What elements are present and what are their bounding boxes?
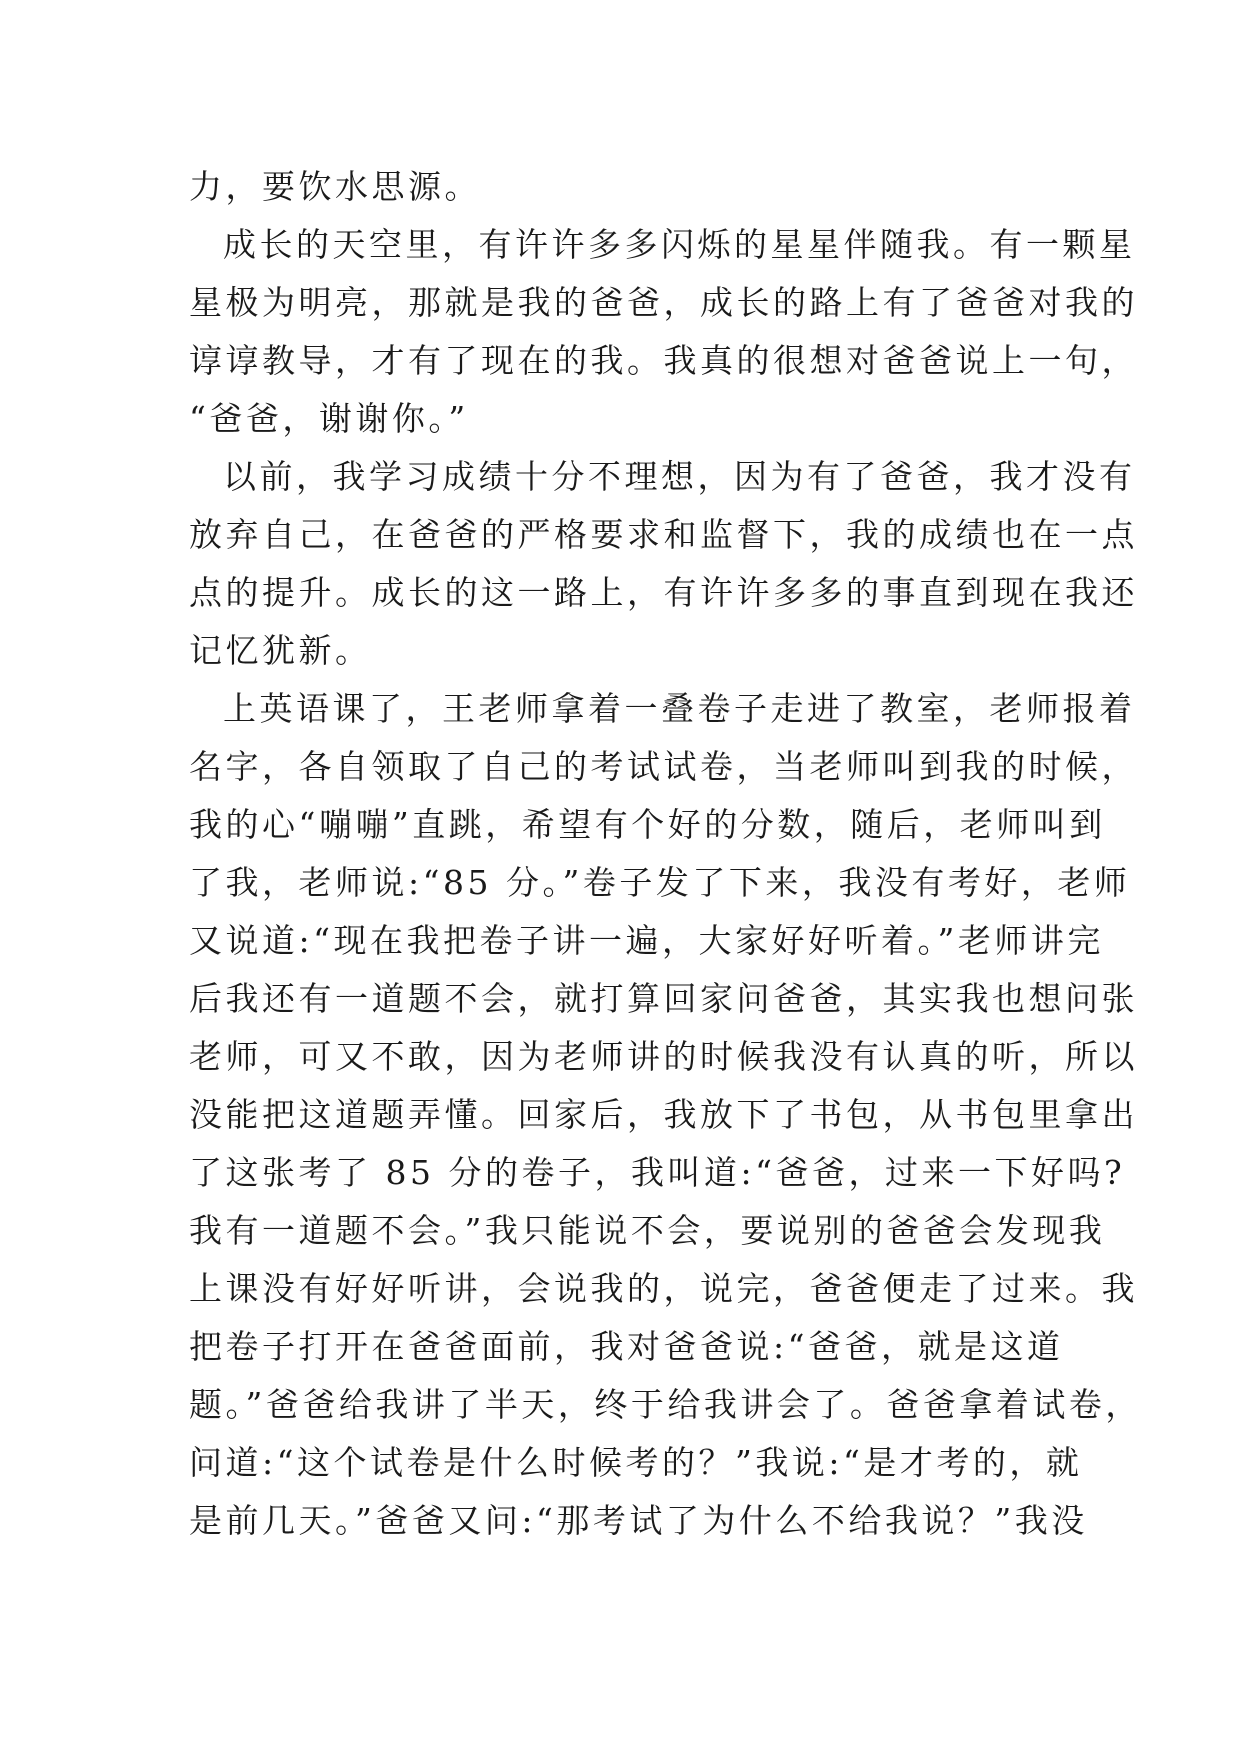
text-line: “爸爸，谢谢你。” (189, 399, 469, 438)
text-line: 上课没有好好听讲，会说我的，说完，爸爸便走了过来。我 (189, 1269, 1138, 1308)
text-line: 我的心“嘣嘣”直跳，希望有个好的分数，随后，老师叫到 (189, 805, 1106, 844)
document-body (189, 158, 1142, 1550)
text-line: 点的提升。成长的这一路上，有许许多多的事直到现在我还 (189, 573, 1138, 612)
paragraph-start-line: 以前，我学习成绩十分不理想，因为有了爸爸，我才没有 (223, 457, 1136, 496)
text-line: 老师，可又不敢，因为老师讲的时候我没有认真的听，所以 (189, 1037, 1138, 1076)
text-line: 谆谆教导，才有了现在的我。我真的很想对爸爸说上一句， (189, 341, 1138, 380)
text-line: 名字，各自领取了自己的考试试卷，当老师叫到我的时候， (189, 747, 1138, 786)
text-line: 记忆犹新。 (189, 631, 372, 670)
text-line: 后我还有一道题不会，就打算回家问爸爸，其实我也想问张 (189, 979, 1138, 1018)
text-line: 没能把这道题弄懂。回家后，我放下了书包，从书包里拿出 (189, 1095, 1138, 1134)
text-line: 题。”爸爸给我讲了半天，终于给我讲会了。爸爸拿着试卷， (189, 1385, 1142, 1424)
text-line: 放弃自己，在爸爸的严格要求和监督下，我的成绩也在一点 (189, 515, 1138, 554)
text-line: 星极为明亮，那就是我的爸爸，成长的路上有了爸爸对我的 (189, 283, 1138, 322)
text-line: 了我，老师说:“85 分。”卷子发了下来，我没有考好，老师 (189, 863, 1131, 902)
paragraph-start-line: 成长的天空里，有许许多多闪烁的星星伴随我。有一颗星 (223, 225, 1136, 264)
text-line: 又说道:“现在我把卷子讲一遍，大家好好听着。”老师讲完 (189, 921, 1104, 960)
paragraph-start-line: 上英语课了，王老师拿着一叠卷子走进了教室，老师报着 (223, 689, 1136, 728)
text-line: 是前几天。”爸爸又问:“那考试了为什么不给我说？”我没 (189, 1501, 1088, 1540)
text-line: 我有一道题不会。”我只能说不会，要说别的爸爸会发现我 (189, 1211, 1106, 1250)
text-line: 问道:“这个试卷是什么时候考的？”我说:“是才考的，就 (189, 1443, 1083, 1482)
text-line: 力，要饮水思源。 (189, 167, 481, 206)
text-line: 把卷子打开在爸爸面前，我对爸爸说:“爸爸，就是这道 (189, 1327, 1064, 1366)
text-line: 了这张考了 85 分的卷子，我叫道:“爸爸，过来一下好吗? (189, 1153, 1126, 1192)
